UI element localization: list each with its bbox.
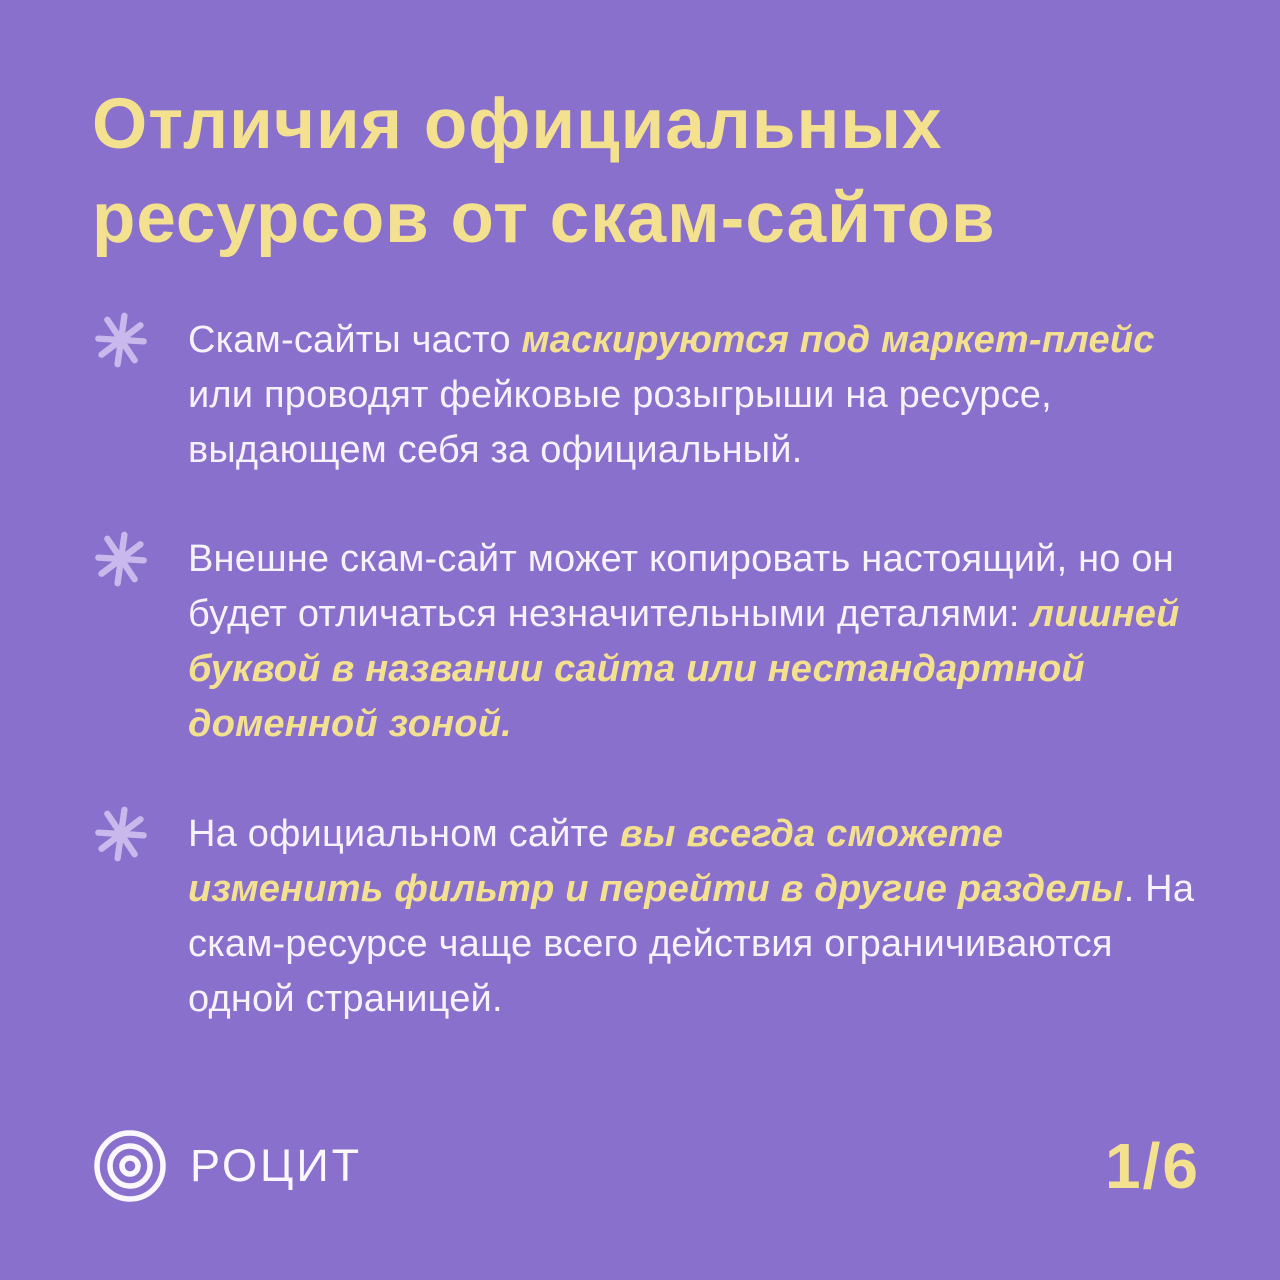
body-text: На официальном сайте: [188, 812, 620, 855]
bullet-text: [188, 313, 1200, 478]
brand: [92, 1128, 362, 1204]
body-text: Внешне скам-сайт может копировать настоящий, но он будет отличаться незначительными деталями:: [188, 538, 1174, 636]
footer: [92, 1128, 1200, 1210]
bullet-text: [188, 532, 1200, 752]
asterisk-icon: [92, 805, 150, 863]
highlighted-text: лишней буквой в названии сайта или нестандартной доменной зоной.: [188, 593, 1180, 746]
highlighted-text: вы всегда сможете изменить фильтр и перейти в другие разделы: [188, 812, 1124, 910]
asterisk-icon: [92, 311, 150, 369]
page-title-line1: Отличия официальных: [92, 85, 943, 164]
list-item: [92, 532, 1200, 752]
asterisk-icon: [92, 530, 150, 588]
bullet-text: [188, 807, 1200, 1027]
page-title-line2: ресурсов от скам-сайтов: [92, 179, 996, 259]
body-text: или проводят фейковые розыгрыши на ресурсе, выдающем себя за официальный.: [188, 373, 1052, 472]
list-item: [92, 313, 1200, 478]
page-number: 1/6: [1105, 1130, 1200, 1202]
highlighted-text: маскируются под маркет-плейс: [521, 318, 1155, 361]
brand-name: РОЦИТ: [190, 1140, 363, 1191]
target-logo-icon: [92, 1128, 168, 1204]
body-text: Скам-сайты часто: [188, 318, 522, 361]
bullet-list: [92, 313, 1200, 1128]
body-text: . На скам-ресурсе чаще всего действия ограничиваются одной страницей.: [188, 867, 1195, 1020]
list-item: [92, 807, 1200, 1027]
page-title: [92, 78, 1200, 267]
